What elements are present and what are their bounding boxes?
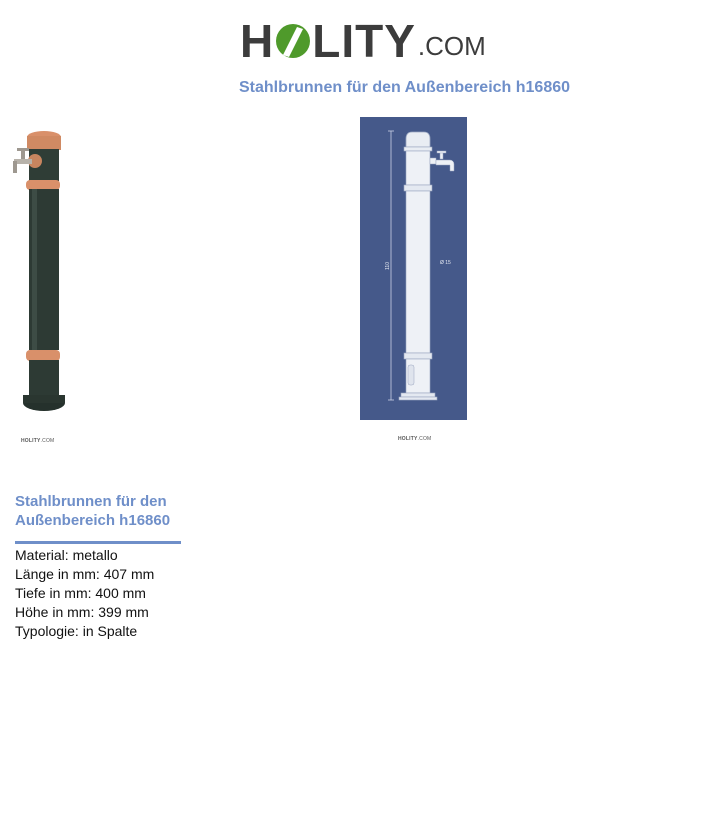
spec-depth: Tiefe in mm: 400 mm xyxy=(15,585,146,601)
logo-letter-h: H xyxy=(240,15,275,67)
dimension-height-label: 110 xyxy=(384,262,391,270)
product-title-line-1: Stahlbrunnen für den xyxy=(15,493,167,510)
site-logo[interactable] xyxy=(240,12,486,67)
drawing-fountain-outline xyxy=(360,117,467,420)
product-photo[interactable] xyxy=(10,125,70,417)
dimension-diameter-label: Ø 15 xyxy=(440,260,451,266)
logo-letters-lity: LITY xyxy=(312,15,416,67)
spec-height: Höhe in mm: 399 mm xyxy=(15,604,149,620)
spec-length: Länge in mm: 407 mm xyxy=(15,566,155,582)
product-specs-list xyxy=(15,546,154,641)
page-title: Stahlbrunnen für den Außenbereich h16860 xyxy=(239,79,571,96)
logo-domain: .COM xyxy=(417,31,486,61)
product-title-line-2: Außenbereich h16860 xyxy=(15,512,171,529)
photo-watermark: HOLITY.COM xyxy=(21,438,55,444)
drawing-watermark: HOLITY.COM xyxy=(398,436,432,442)
spec-material: Material: metallo xyxy=(15,547,118,563)
logo-o-mark-icon xyxy=(275,21,311,61)
product-title xyxy=(15,492,215,530)
title-underline-divider xyxy=(15,541,181,544)
technical-drawing[interactable] xyxy=(360,117,467,420)
spec-typology: Typologie: in Spalte xyxy=(15,623,138,639)
